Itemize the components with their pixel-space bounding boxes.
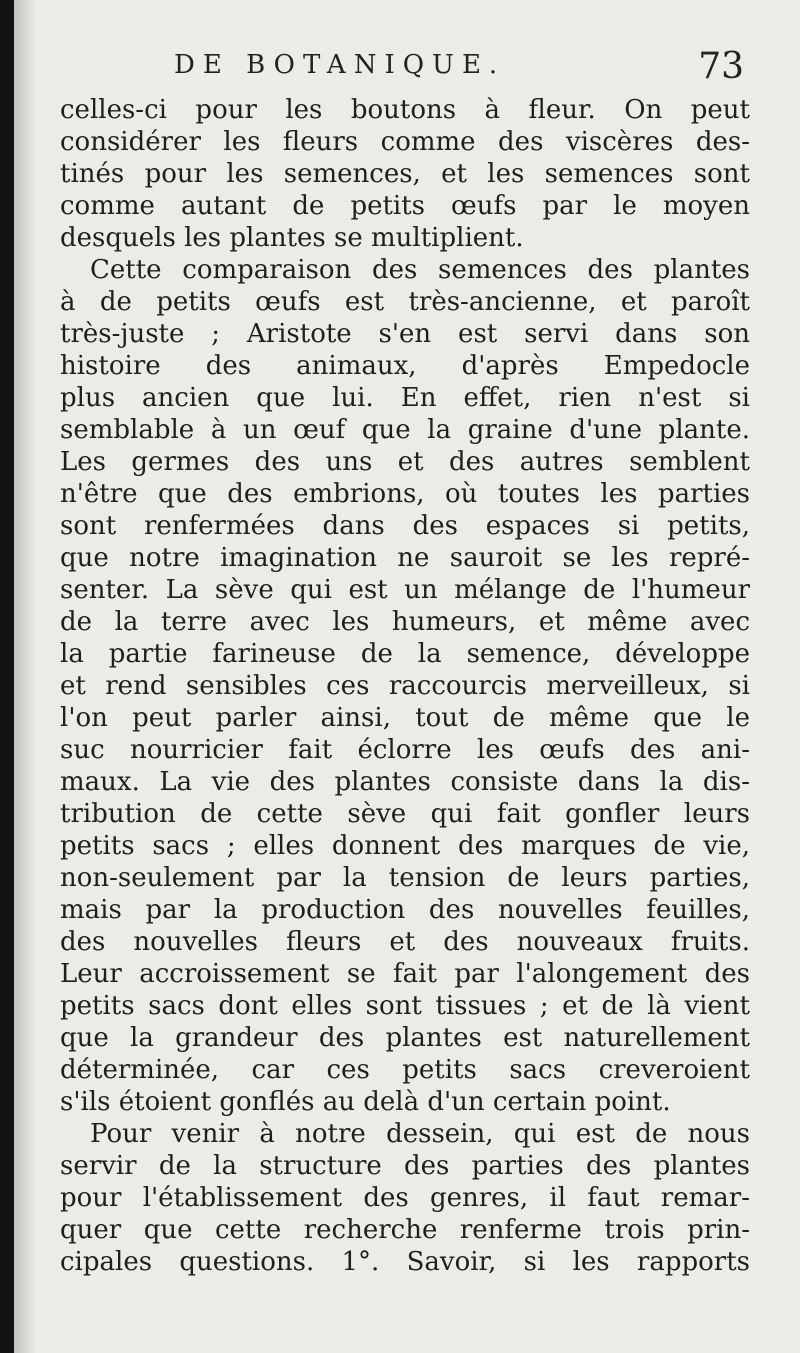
text-line: mais par la production des nouvelles feuilles, (60, 895, 750, 925)
text-line: s'ils étoient gonflés au delà d'un certain point. (60, 1087, 671, 1117)
text-line: Les germes des uns et des autres semblent (60, 447, 750, 477)
text-line: desquels les plantes se multiplient. (60, 223, 524, 253)
text-line: considérer les fleurs comme des viscères des- (60, 127, 750, 157)
text-line: petits sacs ; elles donnent des marques de vie, (60, 831, 750, 861)
text-line: quer que cette recherche renferme trois prin- (60, 1215, 750, 1245)
page-number: 73 (698, 46, 744, 87)
text-line: n'être que des embrions, où toutes les parties (60, 479, 750, 509)
body-text (60, 94, 750, 1278)
running-title: DE BOTANIQUE. (174, 50, 506, 80)
text-line: et rend sensibles ces raccourcis merveilleux, si (60, 671, 750, 701)
text-line: tinés pour les semences, et les semences sont (60, 159, 750, 189)
text-line: plus ancien que lui. En effet, rien n'est si (60, 383, 750, 413)
text-line: cipales questions. 1°. Savoir, si les rapports (60, 1247, 750, 1277)
text-line: servir de la structure des parties des plantes (60, 1151, 750, 1181)
text-line: très-juste ; Aristote s'en est servi dans son (60, 319, 750, 349)
text-line: sont renfermées dans des espaces si petits, (60, 511, 750, 541)
text-line: Pour venir à notre dessein, qui est de nous (90, 1119, 750, 1149)
text-line: comme autant de petits œufs par le moyen (60, 191, 750, 221)
text-line: celles-ci pour les boutons à fleur. On peut (60, 95, 750, 125)
text-line: pour l'établissement des genres, il faut remar- (60, 1183, 750, 1213)
text-line: maux. La vie des plantes consiste dans la dis- (60, 767, 750, 797)
text-line: que notre imagination ne sauroit se les repré- (60, 543, 750, 573)
text-line: des nouvelles fleurs et des nouveaux fruits. (60, 927, 750, 957)
text-line: senter. La sève qui est un mélange de l'humeur (60, 575, 750, 605)
text-line: de la terre avec les humeurs, et même avec (60, 607, 750, 637)
text-line: Cette comparaison des semences des plantes (90, 255, 750, 285)
paragraph-2 (60, 254, 750, 1118)
page-header (174, 46, 744, 96)
text-line: Leur accroissement se fait par l'alongement des (60, 959, 750, 989)
text-line: histoire des animaux, d'après Empedocle (60, 351, 750, 381)
text-line: l'on peut parler ainsi, tout de même que le (60, 703, 750, 733)
text-line: la partie farineuse de la semence, développe (60, 639, 750, 669)
paragraph-3 (60, 1118, 750, 1278)
text-line: que la grandeur des plantes est naturellement (60, 1023, 750, 1053)
text-line: petits sacs dont elles sont tissues ; et de là vient (60, 991, 750, 1021)
text-line: non-seulement par la tension de leurs parties, (60, 863, 750, 893)
text-line: suc nourricier fait éclorre les œufs des ani- (60, 735, 750, 765)
text-line: à de petits œufs est très-ancienne, et paroît (60, 287, 750, 317)
book-page (14, 0, 800, 1353)
text-line: déterminée, car ces petits sacs creveroient (60, 1055, 750, 1085)
text-line: tribution de cette sève qui fait gonfler leurs (60, 799, 750, 829)
paragraph-1 (60, 94, 750, 254)
text-line: semblable à un œuf que la graine d'une plante. (60, 415, 750, 445)
